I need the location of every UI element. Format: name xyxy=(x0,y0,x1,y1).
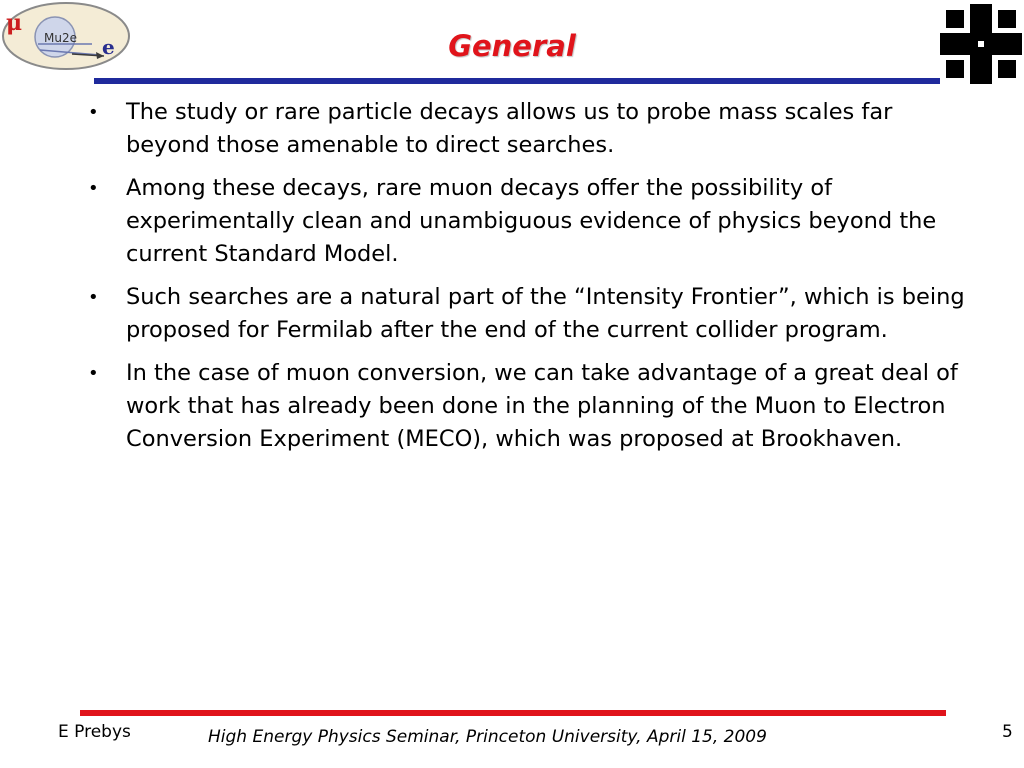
bullet-item-1 xyxy=(86,96,966,162)
bullet-text: In the case of muon conversion, we can take advantage of a great deal of work that has already been done in the planning of the Muon to Electron Conversion Experiment (MECO), which was proposed at Brookhaven. xyxy=(126,360,958,452)
bullet-item-3 xyxy=(86,281,966,347)
mu2e-logo-text: Mu2e xyxy=(44,31,77,45)
bullet-dot-icon: • xyxy=(88,102,99,123)
bullet-dot-icon: • xyxy=(88,287,99,308)
bullet-item-2 xyxy=(86,172,966,271)
mu-symbol: μ xyxy=(6,10,23,36)
bullet-dot-icon: • xyxy=(88,178,99,199)
header-divider xyxy=(94,78,940,84)
bullet-text: The study or rare particle decays allows us to probe mass scales far beyond those amenable to direct searches. xyxy=(126,99,893,158)
page-number: 5 xyxy=(1002,722,1013,742)
slide-title: General xyxy=(448,29,576,63)
footer-author: E Prebys xyxy=(58,722,131,742)
bullet-dot-icon: • xyxy=(88,363,99,384)
footer-event: High Energy Physics Seminar, Princeton University, April 15, 2009 xyxy=(208,727,767,747)
bullet-text: Among these decays, rare muon decays offer the possibility of experimentally clean and unambiguous evidence of physics beyond the current Standard Model. xyxy=(126,175,937,267)
e-symbol: e xyxy=(102,35,115,59)
bullet-item-4 xyxy=(86,357,966,456)
footer-divider xyxy=(80,710,946,716)
bullet-list xyxy=(86,96,966,466)
bullet-text: Such searches are a natural part of the “Intensity Frontier”, which is being proposed for Fermilab after the end of the current collider program. xyxy=(126,284,965,343)
